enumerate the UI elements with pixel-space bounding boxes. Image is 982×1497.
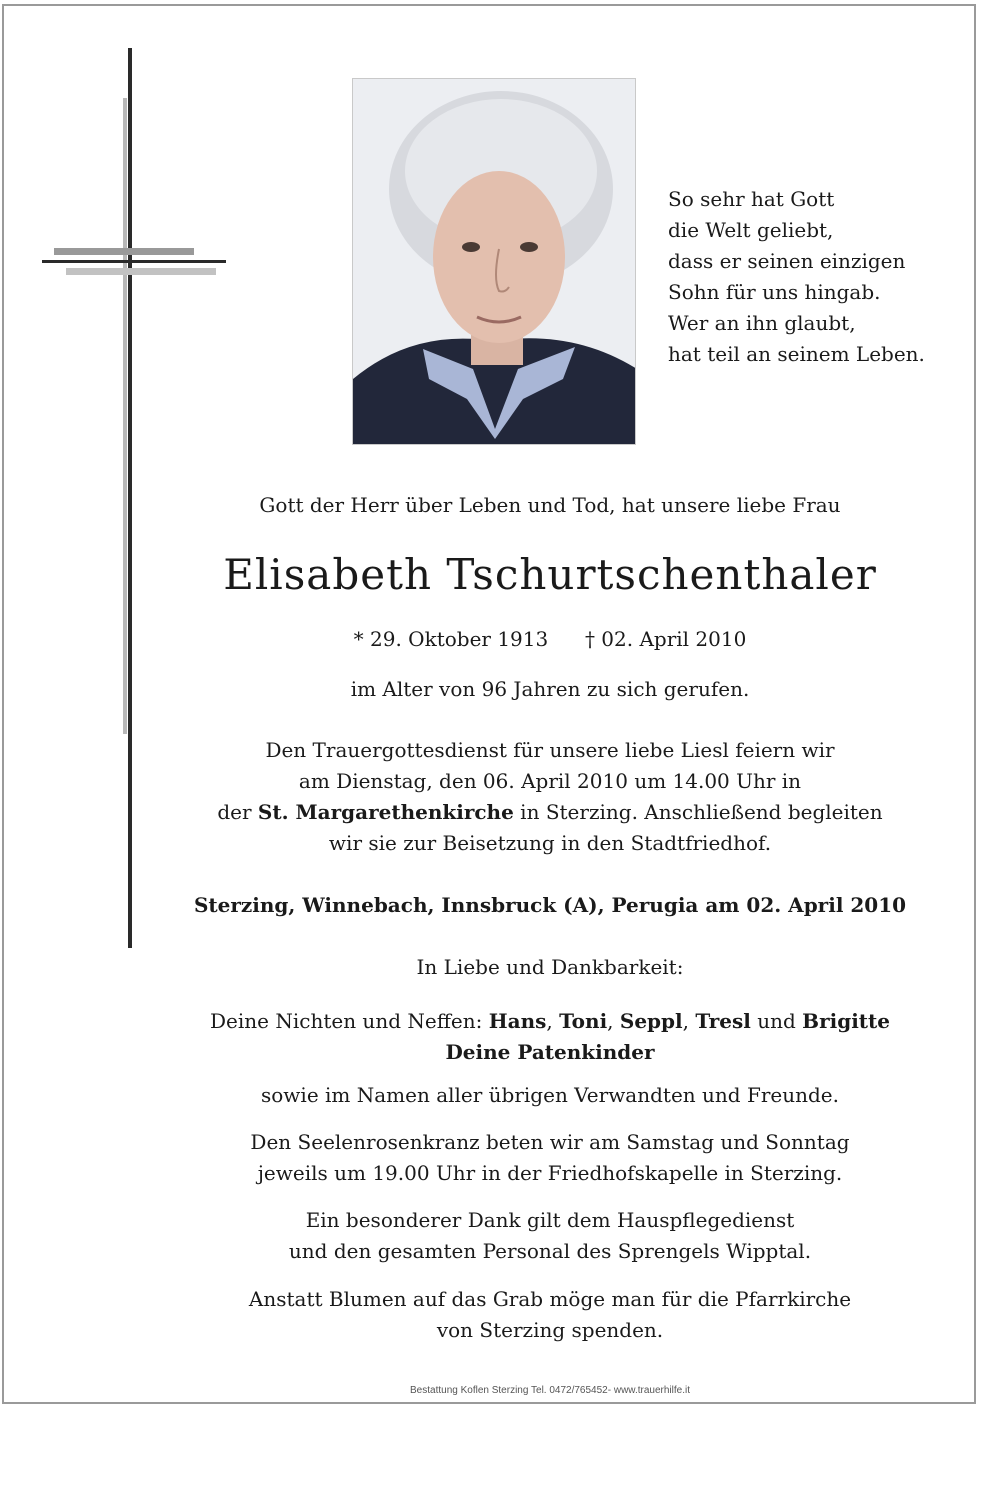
thanks-line: Ein besonderer Dank gilt dem Hauspflegedienst [305, 1208, 795, 1232]
separator: , [546, 1009, 560, 1033]
flowers-notice [150, 1284, 950, 1346]
birth-date: * 29. Oktober 1913 [353, 627, 549, 651]
service-text: der [217, 800, 258, 824]
flowers-line: Anstatt Blumen auf das Grab möge man für die Pfarrkirche [248, 1287, 852, 1311]
age-line: im Alter von 96 Jahren zu sich gerufen. [350, 677, 750, 701]
verse-line: Sohn für uns hingab. [668, 280, 881, 304]
thanks-line: und den gesamten Personal des Sprengels Wipptal. [288, 1239, 812, 1263]
cross-vertical-bar [128, 48, 132, 948]
separator: , [607, 1009, 620, 1033]
place-date: Sterzing, Winnebach, Innsbruck (A), Perugia am 02. April 2010 [193, 893, 907, 917]
mourner-name: Toni [559, 1009, 608, 1033]
portrait-photo [352, 78, 636, 445]
verse-line: die Welt geliebt, [668, 218, 834, 242]
portrait-illustration [353, 79, 636, 445]
service-line: am Dienstag, den 06. April 2010 um 14.00 Uhr in [298, 769, 802, 793]
gratitude-line: In Liebe und Dankbarkeit: [416, 955, 684, 979]
deceased-name: Elisabeth Tschurtschenthaler [223, 550, 877, 599]
mourner-name: Hans [488, 1009, 547, 1033]
cross-horizontal-bar-light [66, 268, 216, 275]
service-line: Den Trauergottesdienst für unsere liebe Liesl feiern wir [265, 738, 835, 762]
separator: und [750, 1009, 803, 1033]
mourners-line [150, 1006, 950, 1037]
relatives-line: sowie im Namen aller übrigen Verwandten und Freunde. [261, 1083, 839, 1107]
bible-verse [668, 184, 968, 370]
intro-text: Gott der Herr über Leben und Tod, hat unsere liebe Frau [259, 493, 841, 517]
flowers-line: von Sterzing spenden. [436, 1318, 664, 1342]
verse-line: dass er seinen einzigen [668, 249, 906, 273]
cross-shadow-bar [123, 98, 127, 734]
godchildren: Deine Patenkinder [445, 1040, 655, 1064]
rosary-line: jeweils um 19.00 Uhr in der Friedhofskapelle in Sterzing. [257, 1161, 843, 1185]
life-dates [150, 624, 950, 655]
funeral-home-footer: Bestattung Koflen Sterzing Tel. 0472/765452- www.trauerhilfe.it [410, 1385, 690, 1396]
service-line: wir sie zur Beisetzung in den Stadtfriedhof. [328, 831, 772, 855]
funeral-service [150, 735, 950, 859]
service-line [150, 797, 950, 828]
mourner-name: Seppl [619, 1009, 683, 1033]
mourner-name: Tresl [695, 1009, 751, 1033]
rosary-line: Den Seelenrosenkranz beten wir am Samstag und Sonntag [250, 1130, 850, 1154]
thanks-notice [150, 1205, 950, 1267]
cross-horizontal-bar-grey [54, 248, 194, 255]
verse-line: So sehr hat Gott [668, 187, 835, 211]
cross-horizontal-bar [42, 260, 226, 263]
mourner-name: Brigitte [802, 1009, 890, 1033]
death-date: † 02. April 2010 [584, 627, 747, 651]
verse-line: Wer an ihn glaubt, [668, 311, 856, 335]
mourners-prefix: Deine Nichten und Neffen: [210, 1009, 489, 1033]
mourners [150, 1006, 950, 1068]
separator: , [682, 1009, 696, 1033]
church-name: St. Margarethenkirche [257, 800, 514, 824]
verse-line: hat teil an seinem Leben. [668, 342, 925, 366]
service-text: in Sterzing. Anschließend begleiten [513, 800, 883, 824]
rosary-notice [150, 1127, 950, 1189]
